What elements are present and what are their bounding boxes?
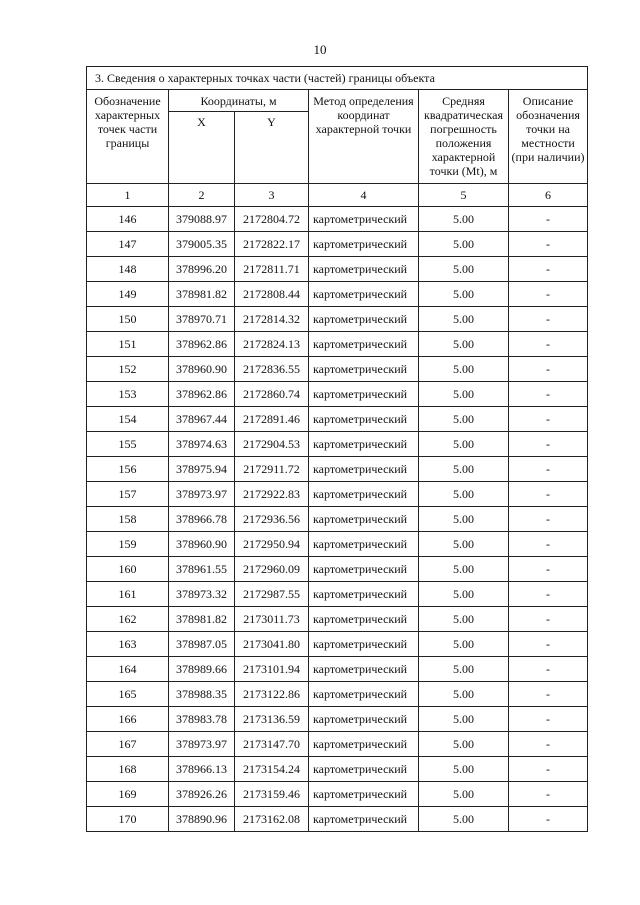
cell-description: -	[509, 482, 588, 507]
cell-point: 161	[87, 582, 169, 607]
table-row	[87, 557, 588, 582]
cell-description: -	[509, 332, 588, 357]
cell-description: -	[509, 782, 588, 807]
boundary-points-table	[86, 66, 588, 832]
cell-y: 2172936.56	[235, 507, 309, 532]
cell-description: -	[509, 357, 588, 382]
cell-description: -	[509, 382, 588, 407]
cell-point: 165	[87, 682, 169, 707]
cell-y: 2172860.74	[235, 382, 309, 407]
cell-y: 2172808.44	[235, 282, 309, 307]
cell-description: -	[509, 282, 588, 307]
cell-point: 153	[87, 382, 169, 407]
cell-y: 2173136.59	[235, 707, 309, 732]
table-row	[87, 732, 588, 757]
column-number: 6	[509, 184, 588, 207]
cell-y: 2172891.46	[235, 407, 309, 432]
cell-method: картометрический	[309, 632, 419, 657]
table-row	[87, 757, 588, 782]
cell-y: 2172824.13	[235, 332, 309, 357]
cell-point: 168	[87, 757, 169, 782]
cell-description: -	[509, 707, 588, 732]
cell-method: картометрический	[309, 407, 419, 432]
cell-description: -	[509, 682, 588, 707]
cell-accuracy: 5.00	[419, 607, 509, 632]
cell-point: 162	[87, 607, 169, 632]
cell-y: 2172922.83	[235, 482, 309, 507]
table-row	[87, 507, 588, 532]
cell-x: 378966.13	[169, 757, 235, 782]
cell-accuracy: 5.00	[419, 557, 509, 582]
cell-description: -	[509, 757, 588, 782]
cell-x: 379088.97	[169, 207, 235, 232]
header-accuracy: Средняя квадратическая погрешность положения характерной точки (Mt), м	[419, 90, 509, 184]
table-row	[87, 332, 588, 357]
cell-method: картометрический	[309, 582, 419, 607]
cell-x: 378973.32	[169, 582, 235, 607]
cell-x: 378970.71	[169, 307, 235, 332]
cell-method: картометрический	[309, 532, 419, 557]
cell-accuracy: 5.00	[419, 657, 509, 682]
cell-method: картометрический	[309, 807, 419, 832]
cell-accuracy: 5.00	[419, 507, 509, 532]
cell-point: 155	[87, 432, 169, 457]
table-body	[87, 67, 588, 832]
cell-accuracy: 5.00	[419, 207, 509, 232]
table-row	[87, 282, 588, 307]
table-row	[87, 582, 588, 607]
cell-method: картометрический	[309, 657, 419, 682]
cell-x: 378981.82	[169, 282, 235, 307]
cell-point: 163	[87, 632, 169, 657]
column-number: 1	[87, 184, 169, 207]
cell-y: 2172904.53	[235, 432, 309, 457]
cell-method: картометрический	[309, 682, 419, 707]
cell-y: 2172804.72	[235, 207, 309, 232]
table-row	[87, 682, 588, 707]
cell-y: 2173122.86	[235, 682, 309, 707]
table-row	[87, 632, 588, 657]
cell-method: картометрический	[309, 607, 419, 632]
table-row	[87, 807, 588, 832]
cell-method: картометрический	[309, 732, 419, 757]
cell-point: 154	[87, 407, 169, 432]
header-x: X	[169, 112, 235, 184]
cell-point: 167	[87, 732, 169, 757]
cell-y: 2172911.72	[235, 457, 309, 482]
cell-description: -	[509, 457, 588, 482]
cell-accuracy: 5.00	[419, 307, 509, 332]
cell-point: 166	[87, 707, 169, 732]
cell-point: 157	[87, 482, 169, 507]
cell-x: 378983.78	[169, 707, 235, 732]
cell-accuracy: 5.00	[419, 332, 509, 357]
cell-description: -	[509, 307, 588, 332]
cell-method: картометрический	[309, 507, 419, 532]
cell-y: 2172950.94	[235, 532, 309, 557]
cell-description: -	[509, 207, 588, 232]
cell-description: -	[509, 582, 588, 607]
table-row	[87, 407, 588, 432]
cell-x: 378996.20	[169, 257, 235, 282]
cell-method: картометрический	[309, 282, 419, 307]
cell-x: 378960.90	[169, 532, 235, 557]
cell-accuracy: 5.00	[419, 357, 509, 382]
column-number: 5	[419, 184, 509, 207]
cell-x: 378975.94	[169, 457, 235, 482]
column-number: 3	[235, 184, 309, 207]
cell-description: -	[509, 607, 588, 632]
cell-accuracy: 5.00	[419, 782, 509, 807]
cell-description: -	[509, 632, 588, 657]
cell-accuracy: 5.00	[419, 807, 509, 832]
cell-description: -	[509, 432, 588, 457]
cell-point: 169	[87, 782, 169, 807]
cell-accuracy: 5.00	[419, 582, 509, 607]
table-row	[87, 432, 588, 457]
cell-y: 2173011.73	[235, 607, 309, 632]
cell-accuracy: 5.00	[419, 732, 509, 757]
cell-method: картометрический	[309, 332, 419, 357]
cell-x: 378962.86	[169, 382, 235, 407]
cell-description: -	[509, 407, 588, 432]
cell-method: картометрический	[309, 457, 419, 482]
cell-point: 159	[87, 532, 169, 557]
cell-x: 378967.44	[169, 407, 235, 432]
column-number: 2	[169, 184, 235, 207]
cell-x: 378966.78	[169, 507, 235, 532]
header-coordinates: Координаты, м	[169, 90, 309, 112]
cell-x: 378981.82	[169, 607, 235, 632]
cell-description: -	[509, 732, 588, 757]
cell-x: 378960.90	[169, 357, 235, 382]
cell-y: 2173154.24	[235, 757, 309, 782]
cell-point: 147	[87, 232, 169, 257]
cell-y: 2173162.08	[235, 807, 309, 832]
cell-accuracy: 5.00	[419, 282, 509, 307]
cell-point: 151	[87, 332, 169, 357]
cell-x: 378989.66	[169, 657, 235, 682]
cell-y: 2172814.32	[235, 307, 309, 332]
cell-x: 378962.86	[169, 332, 235, 357]
cell-method: картометрический	[309, 432, 419, 457]
table-row	[87, 607, 588, 632]
cell-x: 378961.55	[169, 557, 235, 582]
cell-description: -	[509, 557, 588, 582]
cell-accuracy: 5.00	[419, 232, 509, 257]
header-method: Метод определения координат характерной точки	[309, 90, 419, 184]
cell-point: 170	[87, 807, 169, 832]
cell-x: 378926.26	[169, 782, 235, 807]
table-row	[87, 482, 588, 507]
cell-description: -	[509, 657, 588, 682]
page-number: 10	[313, 42, 327, 57]
cell-point: 149	[87, 282, 169, 307]
cell-description: -	[509, 257, 588, 282]
cell-description: -	[509, 232, 588, 257]
cell-y: 2172811.71	[235, 257, 309, 282]
cell-method: картометрический	[309, 257, 419, 282]
cell-method: картометрический	[309, 382, 419, 407]
cell-y: 2173041.80	[235, 632, 309, 657]
cell-x: 379005.35	[169, 232, 235, 257]
cell-point: 146	[87, 207, 169, 232]
column-number-row	[87, 184, 588, 207]
cell-accuracy: 5.00	[419, 707, 509, 732]
cell-accuracy: 5.00	[419, 532, 509, 557]
cell-y: 2173159.46	[235, 782, 309, 807]
cell-method: картометрический	[309, 757, 419, 782]
cell-accuracy: 5.00	[419, 632, 509, 657]
cell-accuracy: 5.00	[419, 407, 509, 432]
table-row	[87, 357, 588, 382]
cell-accuracy: 5.00	[419, 482, 509, 507]
cell-accuracy: 5.00	[419, 757, 509, 782]
header-point: Обозначение характерных точек части границы	[87, 90, 169, 184]
cell-point: 156	[87, 457, 169, 482]
cell-accuracy: 5.00	[419, 257, 509, 282]
section-title: 3. Сведения о характерных точках части (частей) границы объекта	[87, 67, 588, 90]
cell-x: 378973.97	[169, 482, 235, 507]
cell-y: 2173147.70	[235, 732, 309, 757]
table-row	[87, 257, 588, 282]
cell-method: картометрический	[309, 782, 419, 807]
cell-x: 378974.63	[169, 432, 235, 457]
table-row	[87, 207, 588, 232]
cell-point: 150	[87, 307, 169, 332]
table-row	[87, 532, 588, 557]
cell-description: -	[509, 507, 588, 532]
cell-method: картометрический	[309, 307, 419, 332]
table-row	[87, 307, 588, 332]
cell-y: 2172960.09	[235, 557, 309, 582]
column-number: 4	[309, 184, 419, 207]
cell-y: 2172836.55	[235, 357, 309, 382]
cell-accuracy: 5.00	[419, 682, 509, 707]
cell-x: 378890.96	[169, 807, 235, 832]
cell-description: -	[509, 807, 588, 832]
cell-method: картометрический	[309, 707, 419, 732]
cell-x: 378987.05	[169, 632, 235, 657]
cell-x: 378973.97	[169, 732, 235, 757]
cell-y: 2172987.55	[235, 582, 309, 607]
table-row	[87, 657, 588, 682]
cell-y: 2173101.94	[235, 657, 309, 682]
cell-method: картометрический	[309, 207, 419, 232]
cell-point: 152	[87, 357, 169, 382]
cell-x: 378988.35	[169, 682, 235, 707]
cell-point: 160	[87, 557, 169, 582]
table-row	[87, 457, 588, 482]
header-description: Описание обозначения точки на местности (при наличии)	[509, 90, 588, 184]
cell-method: картометрический	[309, 357, 419, 382]
table-row	[87, 232, 588, 257]
cell-point: 148	[87, 257, 169, 282]
cell-point: 158	[87, 507, 169, 532]
table-row	[87, 782, 588, 807]
cell-method: картометрический	[309, 232, 419, 257]
cell-y: 2172822.17	[235, 232, 309, 257]
cell-accuracy: 5.00	[419, 382, 509, 407]
header-y: Y	[235, 112, 309, 184]
table-row	[87, 707, 588, 732]
cell-method: картометрический	[309, 557, 419, 582]
cell-method: картометрический	[309, 482, 419, 507]
header-row	[87, 90, 588, 112]
section-title-row	[87, 67, 588, 90]
cell-accuracy: 5.00	[419, 457, 509, 482]
cell-point: 164	[87, 657, 169, 682]
cell-description: -	[509, 532, 588, 557]
table-row	[87, 382, 588, 407]
cell-accuracy: 5.00	[419, 432, 509, 457]
